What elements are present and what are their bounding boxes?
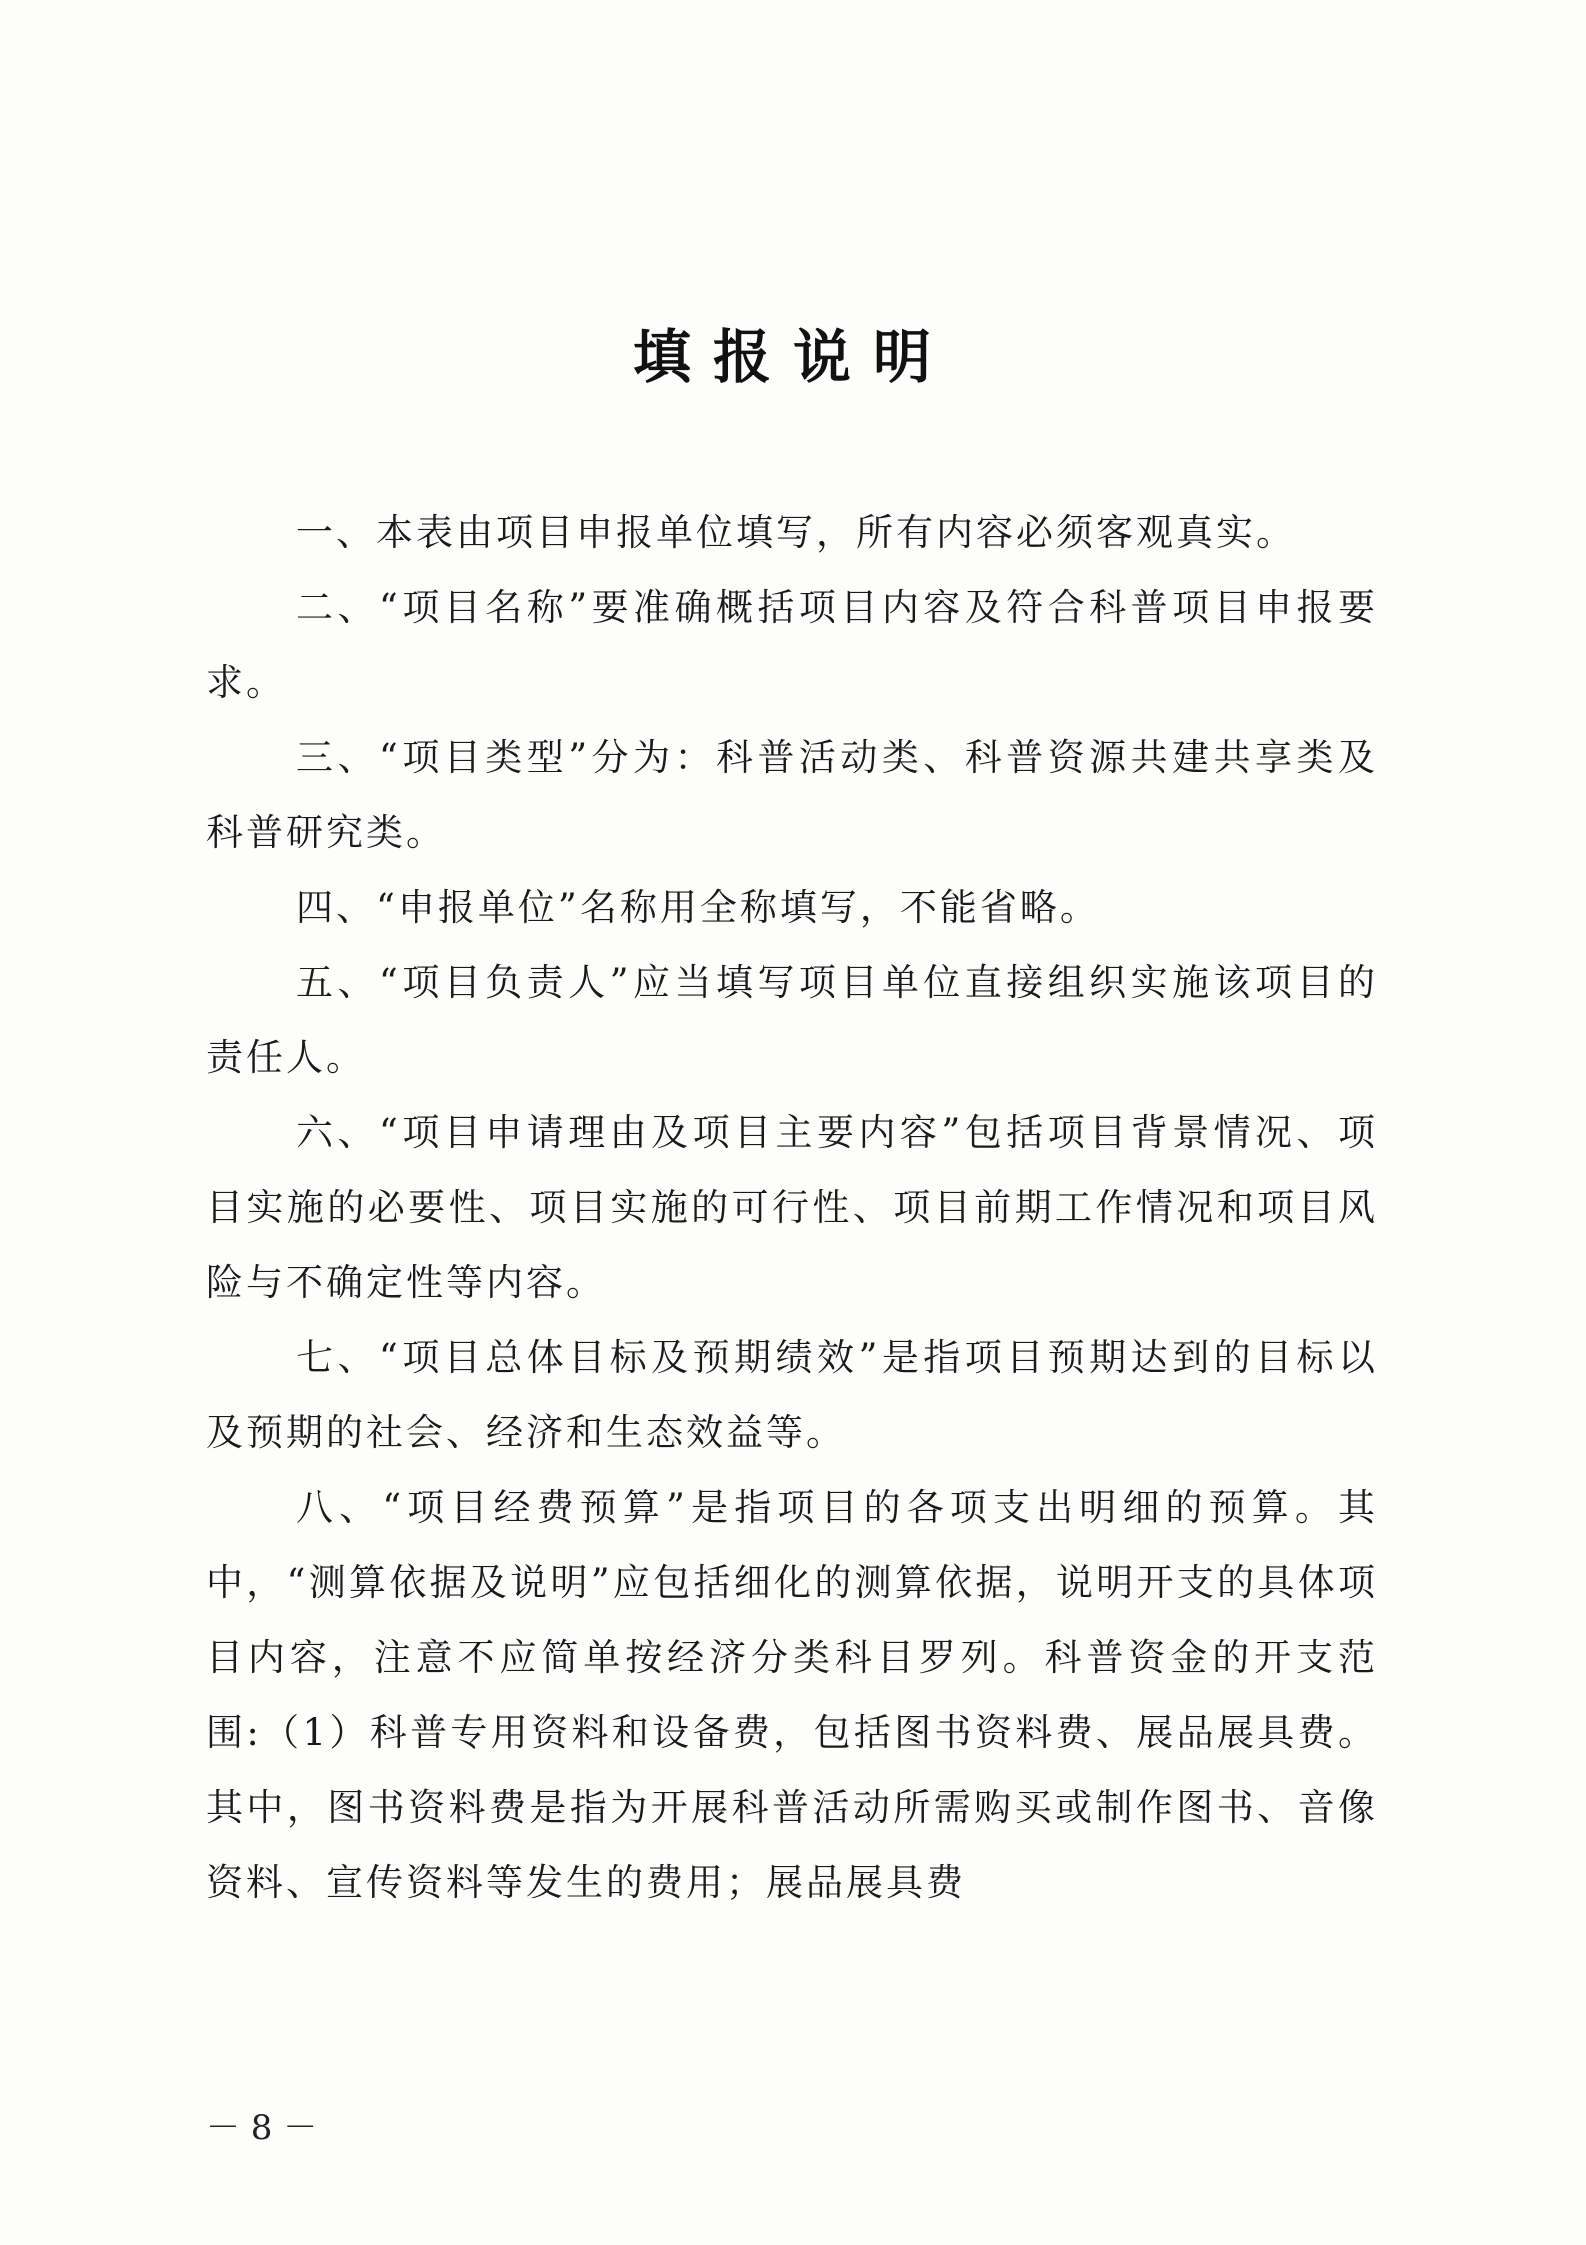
paragraph-6: 六、“项目申请理由及项目主要内容”包括项目背景情况、项目实施的必要性、项目实施的可行性、项目前期工作情况和项目风险与不确定性等内容。 (206, 1111, 1378, 1304)
paragraph-8: 八、“项目经费预算”是指项目的各项支出明细的预算。其中，“测算依据及说明”应包括细化的测算依据，说明开支的具体项目内容，注意不应简单按经济分类科目罗列。科普资金的开支范围:（1）科普专用资料和设备费，包括图书资料费、展品展具费。其中，图书资料费是指为开展科普活动所需购买或制作图书、音像资料、宣传资料等发生的费用；展品展具费 (206, 1486, 1378, 1904)
paragraph-3: 三、“项目类型”分为：科普活动类、科普资源共建共享类及科普研究类。 (206, 736, 1378, 854)
paragraph-4: 四、“申报单位”名称用全称填写，不能省略。 (296, 886, 1100, 929)
document-body (206, 495, 1378, 1920)
paragraph-7: 七、“项目总体目标及预期绩效”是指项目预期达到的目标以及预期的社会、经济和生态效益等。 (206, 1336, 1378, 1454)
paragraph-2: 二、“项目名称”要准确概括项目内容及符合科普项目申报要求。 (206, 586, 1378, 704)
paragraph-1: 一、本表由项目申报单位填写，所有内容必须客观真实。 (296, 511, 1296, 554)
paragraph-5: 五、“项目负责人”应当填写项目单位直接组织实施该项目的责任人。 (206, 961, 1378, 1079)
page-number: － 8 － (206, 2108, 318, 2148)
document-title: 填报说明 (632, 323, 953, 391)
